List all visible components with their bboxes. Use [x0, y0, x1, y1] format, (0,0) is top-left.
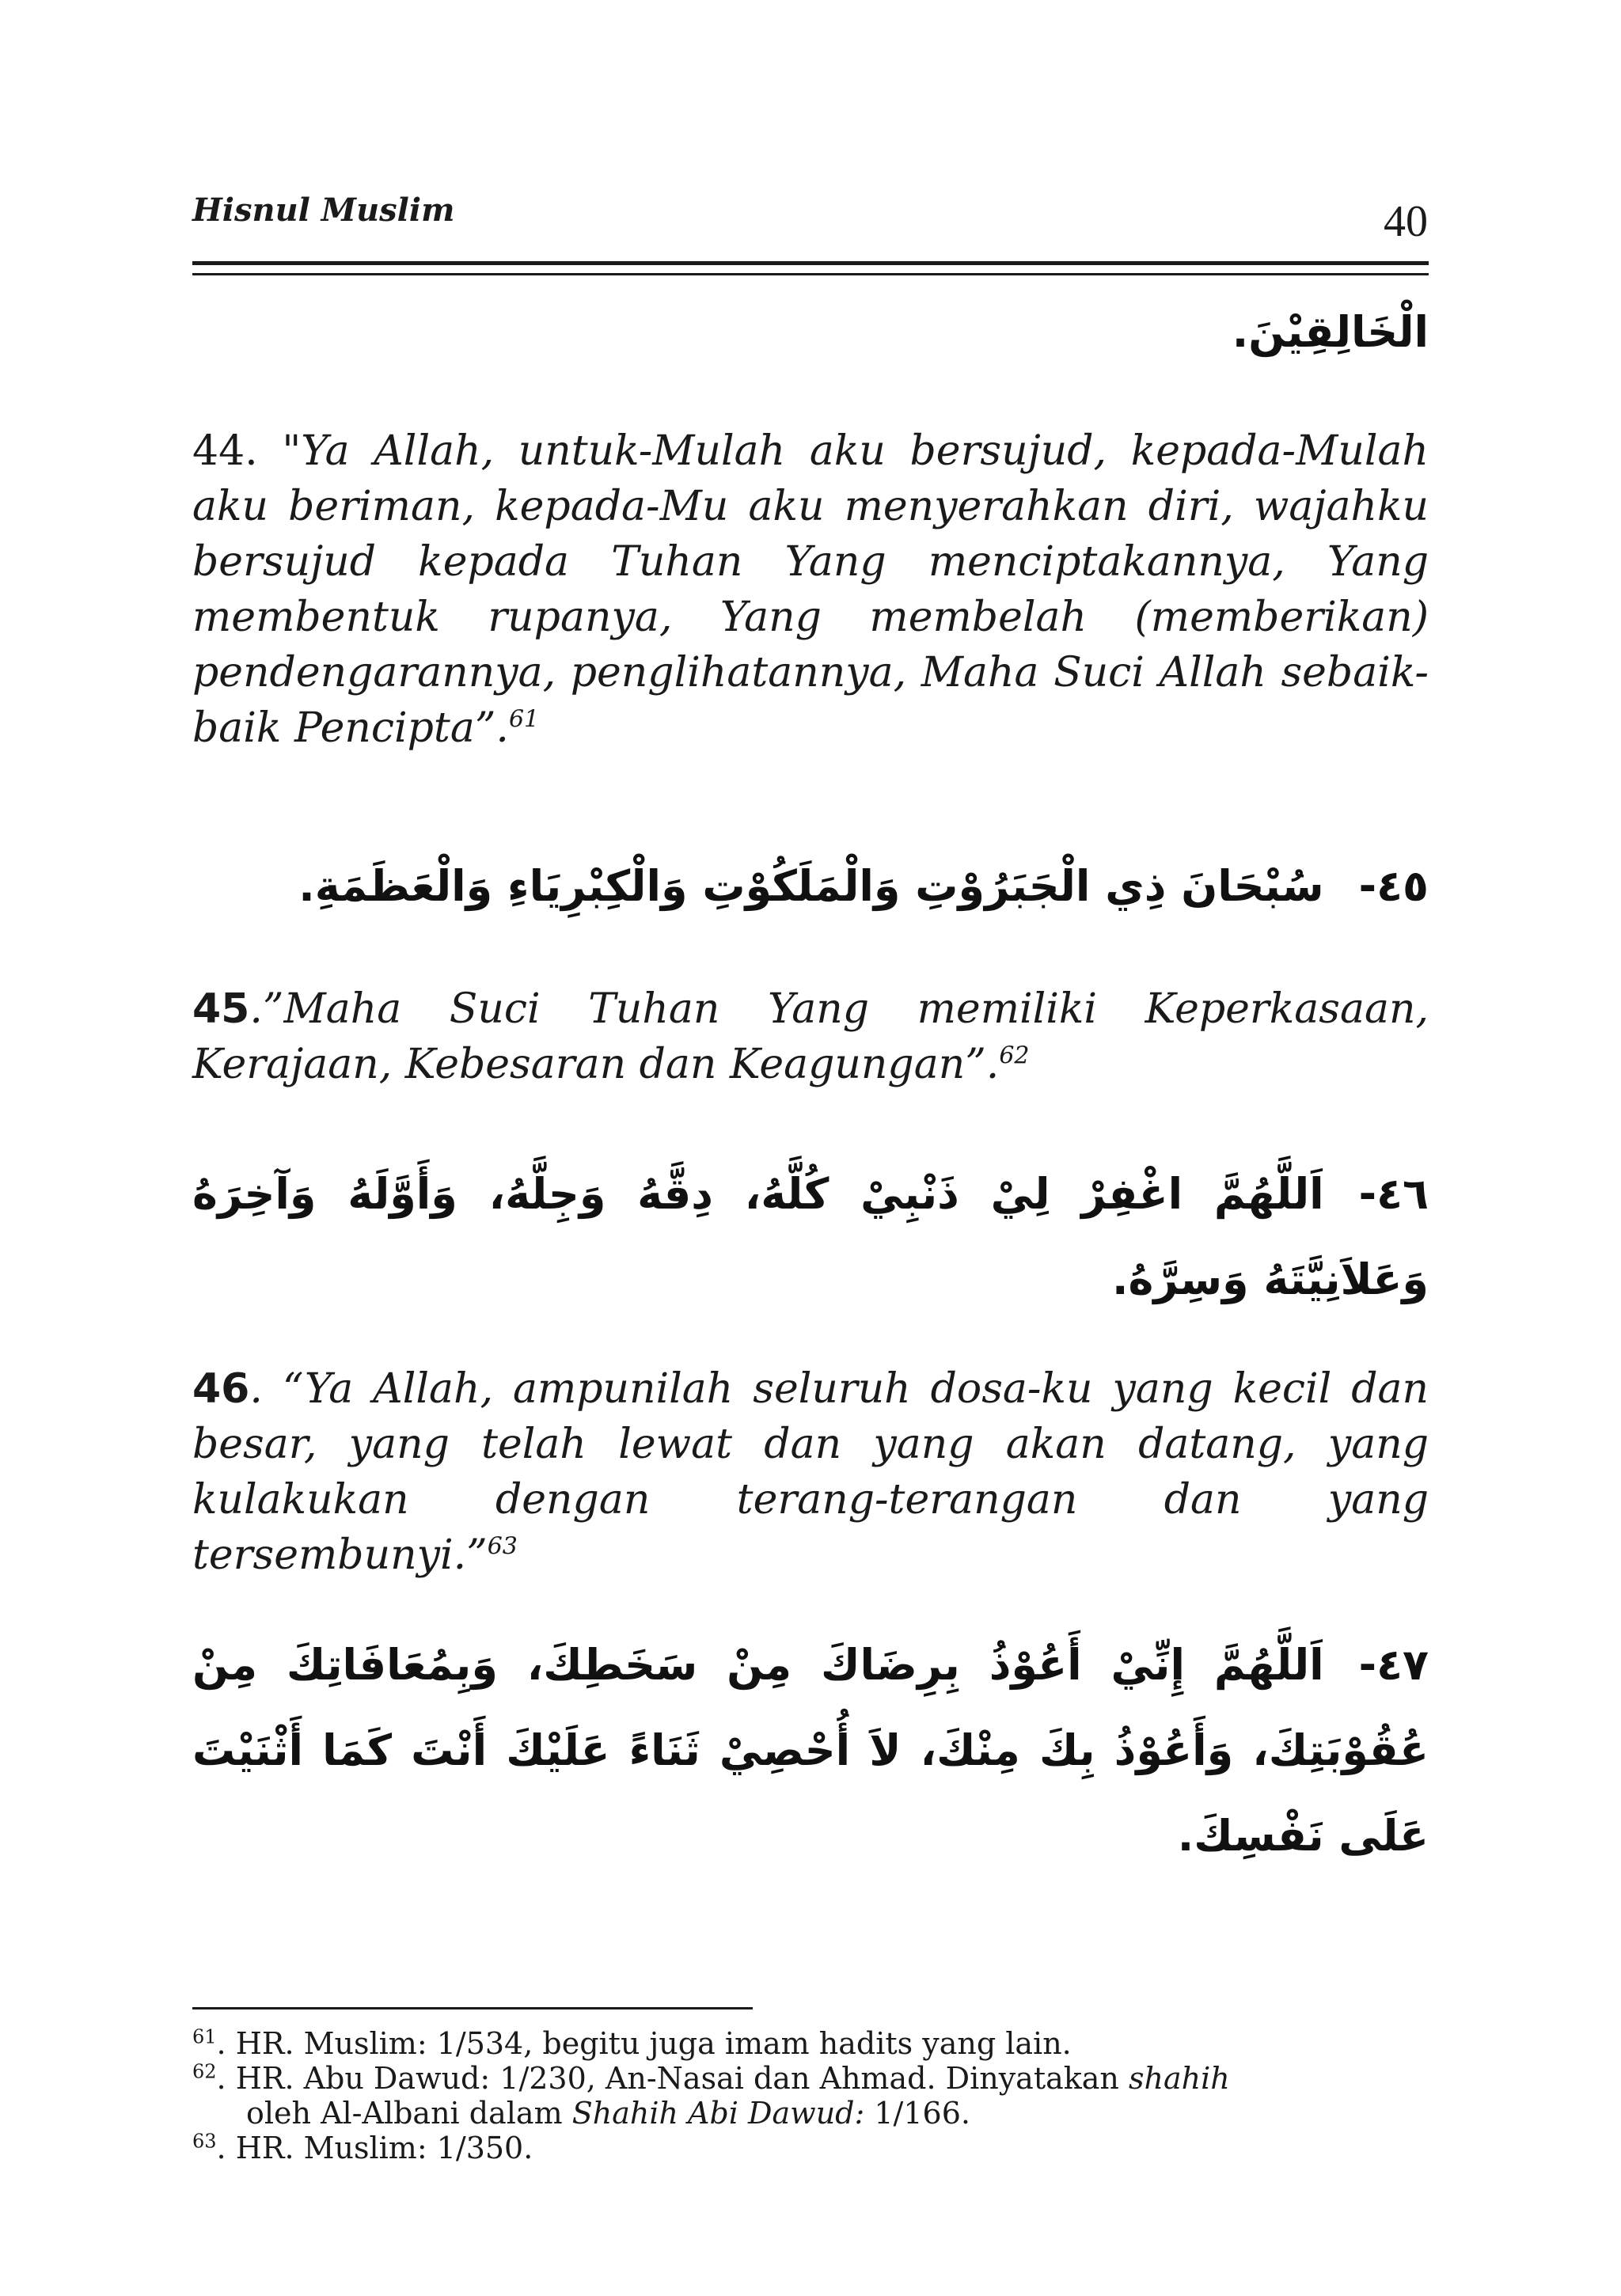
- footnote-text: 1/166.: [864, 2096, 970, 2131]
- page-number: 40: [1384, 197, 1428, 246]
- arabic-text-47: [192, 1622, 1429, 1879]
- footnote-number: 62: [192, 2060, 217, 2083]
- footnote-italic: shahih: [1128, 2061, 1230, 2096]
- translation-number: 46: [192, 1365, 250, 1413]
- footnote-62-continued: [246, 2096, 1482, 2131]
- footnote-61: [192, 2026, 1429, 2061]
- header-rule-thick: [192, 261, 1429, 265]
- footnote-number: 61: [192, 2025, 217, 2048]
- translation-text: .”Maha Suci Tuhan Yang memiliki Keperkasaan, Kerajaan, Kebesaran dan Keagungan”.: [192, 985, 1429, 1088]
- arabic-text-45: [192, 861, 1429, 911]
- footnote-ref[interactable]: 62: [999, 1042, 1030, 1070]
- translation-44: [192, 423, 1429, 756]
- arabic-text: سُبْحَانَ ذِي الْجَبَرُوْتِ وَالْمَلَكُوْتِ وَالْكِبْرِيَاءِ وَالْعَظَمَةِ.: [298, 861, 1324, 911]
- running-header-title: Hisnul Muslim: [192, 192, 455, 229]
- translation-number: 45: [192, 985, 250, 1033]
- header-rule-thin: [192, 273, 1429, 275]
- footnote-ref[interactable]: 61: [508, 705, 540, 734]
- translation-46: [192, 1361, 1429, 1583]
- footnote-text: oleh Al-Albani dalam: [246, 2096, 572, 2131]
- footnote-62: [192, 2061, 1429, 2096]
- footnote-number: 63: [192, 2130, 217, 2153]
- translation-45: [192, 981, 1429, 1092]
- arabic-text: اَللَّهُمَّ اغْفِرْ لِيْ ذَنْبِيْ كُلَّهُ، دِقَّهُ وَجِلَّهُ، وَأَوَّلَهُ وَآخِرَهُ وَعَلاَنِيَّتَهُ وَسِرَّهُ.: [192, 1169, 1429, 1304]
- arabic-text-46: [192, 1152, 1429, 1323]
- translation-text: "Ya Allah, untuk-Mulah aku bersujud, kepada-Mulah aku beriman, kepada-Mu aku menyerahkan diri, wajahku bersujud kepada Tuhan Yang menciptakannya, Yang membentuk rupanya, Yang membelah (memberikan) pendengarannya, penglihatannya, Maha Suci Allah sebaik-baik Pencipta”.: [192, 427, 1429, 752]
- footnote-separator: [192, 2007, 753, 2009]
- translation-number: 44.: [192, 427, 283, 475]
- arabic-number: ٤٥-: [1358, 861, 1429, 911]
- footnote-text: . HR. Muslim: 1/534, begitu juga imam hadits yang lain.: [216, 2026, 1072, 2061]
- footnote-63: [192, 2131, 1429, 2165]
- footnote-italic: Shahih Abi Dawud:: [571, 2096, 865, 2131]
- arabic-text: اَللَّهُمَّ إِنِّيْ أَعُوْذُ بِرِضَاكَ مِنْ سَخَطِكَ، وَبِمُعَافَاتِكَ مِنْ عُقُوْبَتِكَ، وَأَعُوْذُ بِكَ مِنْكَ، لاَ أُحْصِيْ ثَنَاءً عَلَيْكَ أَنْتَ كَمَا أَثْنَيْتَ عَلَى نَفْسِكَ.: [192, 1640, 1429, 1861]
- arabic-number: ٤٧-: [1358, 1640, 1429, 1690]
- arabic-text-43-end: الْخَالِقِيْنَ.: [1232, 307, 1429, 357]
- footnote-ref[interactable]: 63: [487, 1532, 518, 1561]
- translation-text: . “Ya Allah, ampunilah seluruh dosa-ku yang kecil dan besar, yang telah lewat dan yang akan datang, yang kulakukan dengan terang-terangan dan yang tersembunyi.”: [192, 1365, 1429, 1579]
- footnote-text: . HR. Abu Dawud: 1/230, An-Nasai dan Ahmad. Dinyatakan: [216, 2061, 1129, 2096]
- arabic-number: ٤٦-: [1358, 1169, 1429, 1219]
- footnote-text: . HR. Muslim: 1/350.: [216, 2131, 533, 2165]
